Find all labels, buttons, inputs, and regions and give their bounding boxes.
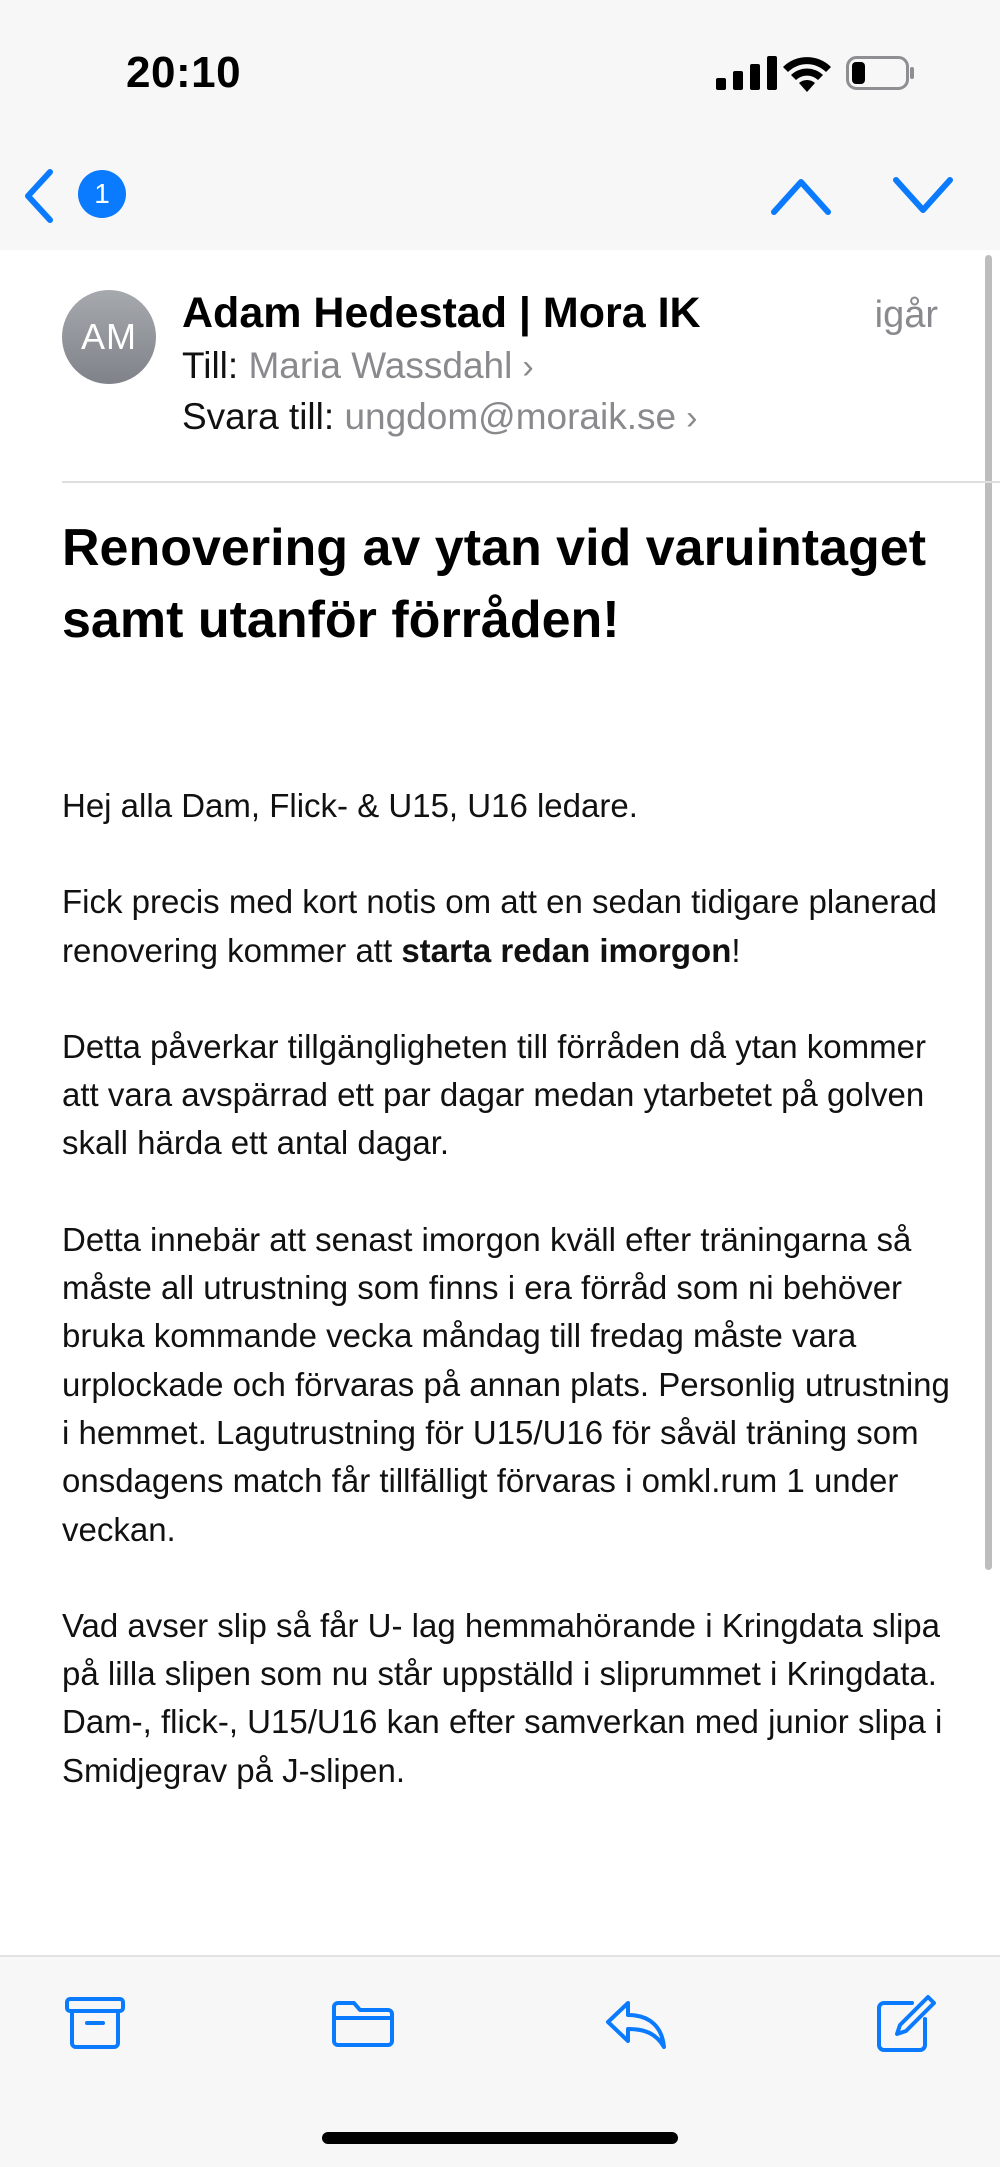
folder-icon[interactable] (330, 1993, 396, 2053)
message-date: igår (874, 294, 938, 336)
body-text: Fick precis med kort notis om att en sedan tidigare planerad renovering kommer att (62, 883, 937, 969)
chevron-right-icon: › (686, 399, 698, 437)
reply-to-address[interactable]: ungdom@moraik.se (344, 396, 677, 437)
home-indicator[interactable] (322, 2132, 678, 2144)
nav-bar (0, 140, 1000, 250)
recipient-line[interactable] (182, 345, 534, 387)
body-bold-text: starta redan imorgon (401, 931, 732, 969)
message-subject: Renovering av ytan vid varuintaget samt utanför förråden! (62, 519, 927, 649)
recipient-name[interactable]: Maria Wassdahl (248, 345, 513, 386)
sender-avatar[interactable]: AM (62, 290, 156, 384)
archive-icon[interactable] (62, 1993, 128, 2053)
sender-name[interactable]: Adam Hedestad | Mora IK (182, 289, 701, 337)
reply-to-line[interactable] (182, 396, 697, 438)
body-paragraph (62, 878, 962, 975)
scroll-indicator[interactable] (985, 255, 992, 1570)
status-bar (0, 0, 1000, 140)
header-divider (62, 481, 1000, 483)
body-paragraph: Hej alla Dam, Flick- & U15, U16 ledare. (62, 787, 638, 824)
to-label: Till: (182, 345, 239, 386)
back-chevron-icon[interactable] (18, 168, 62, 224)
wifi-icon (782, 52, 832, 92)
chevron-right-icon: › (522, 348, 534, 386)
bottom-toolbar (0, 1955, 1000, 2167)
body-text: ! (731, 931, 741, 969)
unread-count-badge[interactable]: 1 (78, 170, 126, 218)
chevron-up-icon[interactable] (770, 170, 832, 220)
status-time: 20:10 (126, 48, 242, 97)
message-body (62, 782, 962, 1843)
battery-icon (846, 56, 916, 90)
reply-to-label: Svara till: (182, 396, 335, 437)
body-paragraph: Vad avser slip så får U- lag hemmahörande i Kringdata slipa på lilla slipen som nu står uppställd i sliprummet i Kringdata. Dam-, flick-, U15/U16 kan efter samverkan med junior slipa i Smidjegrav på J-slipen. (62, 1606, 943, 1789)
body-paragraph: Detta påverkar tillgängligheten till förråden då ytan kommer att vara avspärrad ett par dagar medan ytarbetet på golven skall härda ett antal dagar. (62, 1027, 926, 1162)
compose-icon[interactable] (872, 1993, 938, 2053)
chevron-down-icon[interactable] (892, 170, 954, 220)
body-paragraph: Detta innebär att senast imorgon kväll efter träningarna så måste all utrustning som finns i era förråd som ni behöver bruka kommande vecka måndag till fredag måste vara urplockade och förvaras på annan plats. Personlig utrustning i hemmet. Lagutrustning för U15/U16 för såväl träning som onsdagens match får tillfälligt förvaras i omkl.rum 1 under veckan. (62, 1220, 950, 1548)
signal-icon (716, 56, 780, 90)
reply-icon[interactable] (602, 1993, 668, 2053)
